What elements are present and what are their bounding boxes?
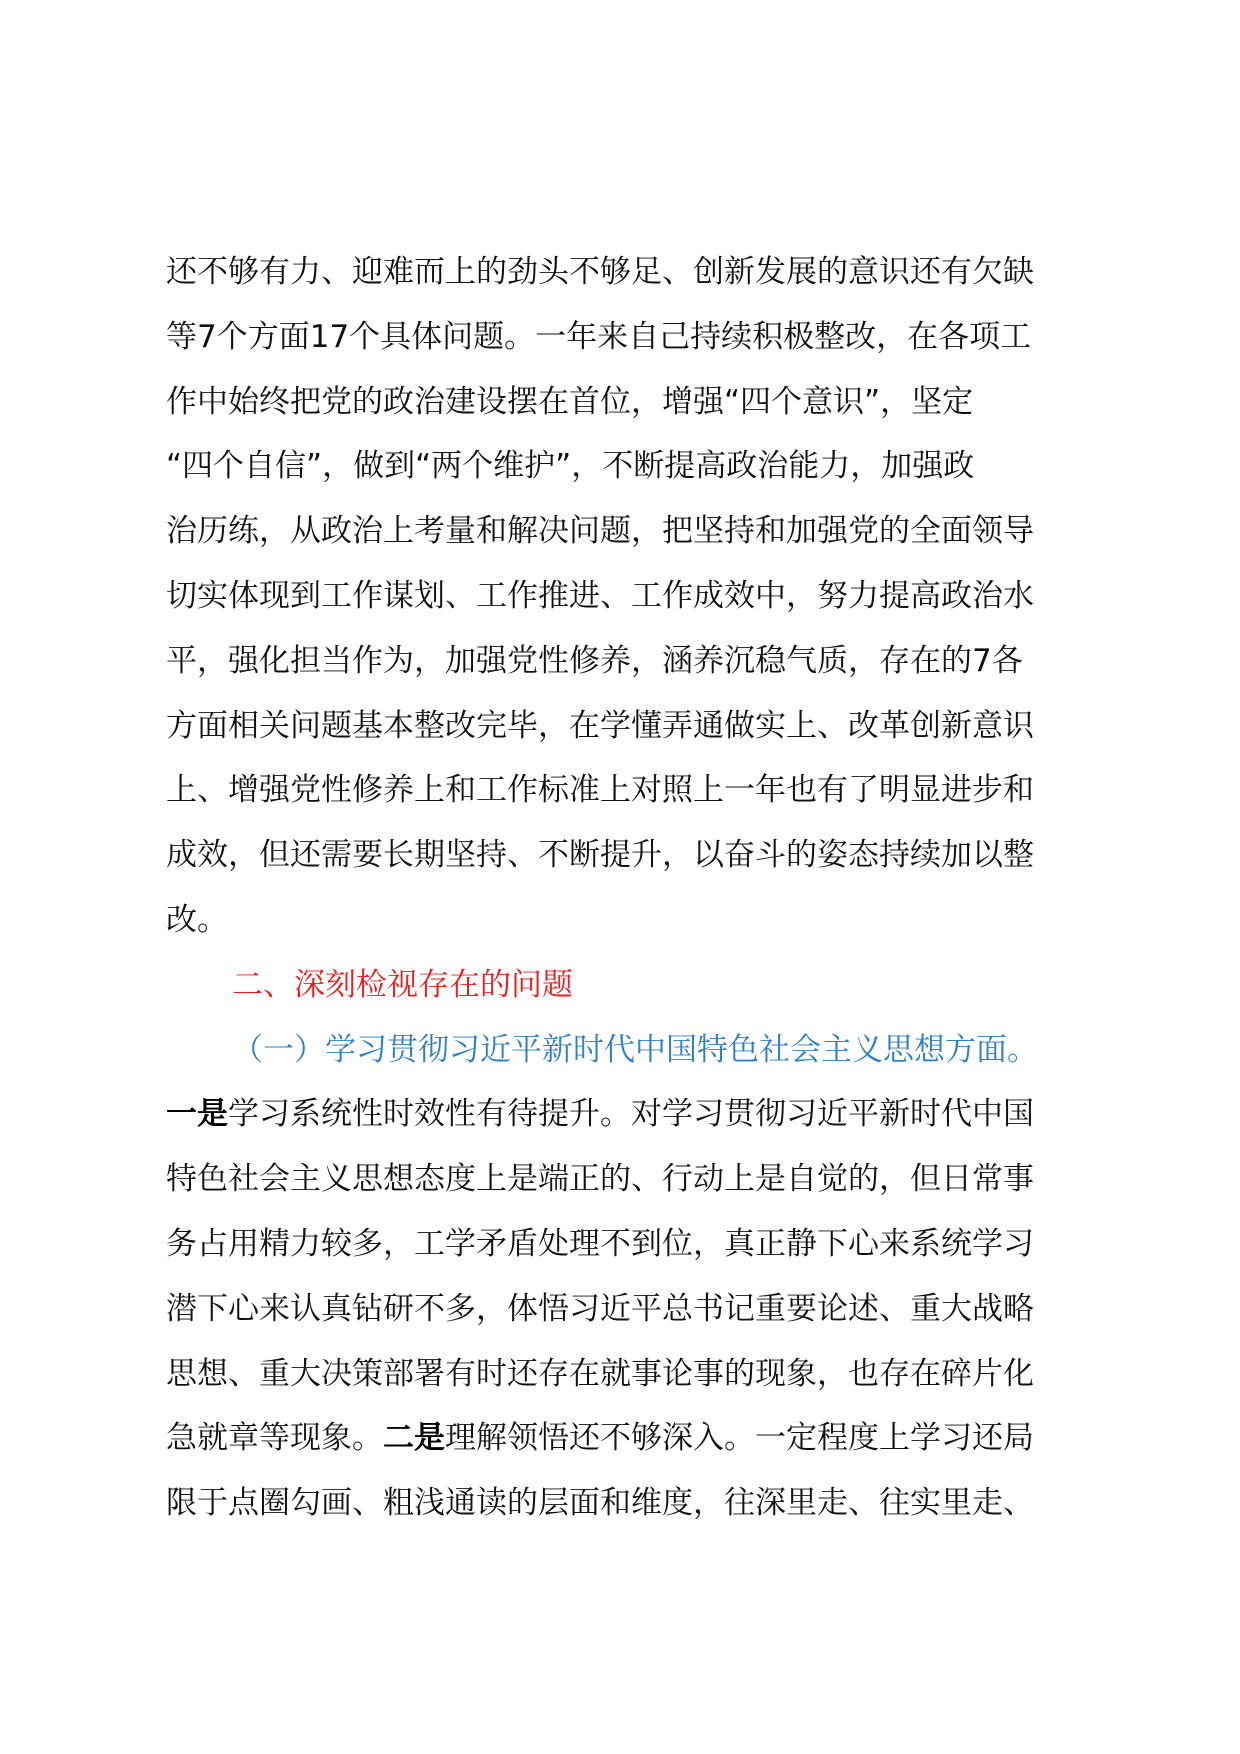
text-line	[166, 1082, 1094, 1147]
text-line: 等7个方面17个具体问题。一年来自己持续积极整改，在各项工	[166, 318, 1032, 355]
text-line: 潜下心来认真钻研不多，体悟习近平总书记重要论述、重大战略	[166, 1290, 1034, 1327]
text-line: 特色社会主义思想态度上是端正的、行动上是自觉的，但日常事	[166, 1161, 1034, 1198]
text-line: 上、增强党性修养上和工作标准上对照上一年也有了明显进步和	[166, 772, 1034, 809]
text-line	[166, 1406, 1094, 1471]
text-line: 方面相关问题基本整改完毕，在学懂弄通做实上、改革创新意识	[166, 707, 1034, 744]
text-line: 改。	[166, 901, 228, 938]
paragraph-rectification-summary	[166, 240, 1094, 953]
text-line: 限于点圈勾画、粗浅通读的层面和维度，往深里走、往实里走、	[166, 1485, 1034, 1522]
text-line: 切实体现到工作谋划、工作推进、工作成效中，努力提高政治水	[166, 577, 1034, 614]
point-label-one: 一是	[166, 1096, 228, 1133]
text-line: 还不够有力、迎难而上的劲头不够足、创新发展的意识还有欠缺	[166, 254, 1034, 290]
subsection-heading: （一）学习贯彻习近平新时代中国特色社会主义思想方面。	[232, 1031, 1038, 1068]
text-segment: 学习系统性时效性有待提升。对学习贯彻习近平新时代中国	[228, 1096, 1034, 1133]
text-line: “四个自信”，做到“两个维护”，不断提高政治能力，加强政	[166, 448, 975, 485]
text-line: 务占用精力较多，工学矛盾处理不到位，真正静下心来系统学习	[166, 1225, 1034, 1262]
text-line: 思想、重大决策部署有时还存在就事论事的现象，也存在碎片化	[166, 1355, 1034, 1392]
document-body	[166, 240, 1094, 1536]
point-label-two: 二是	[383, 1420, 445, 1457]
text-line: 治历练，从政治上考量和解决问题，把坚持和加强党的全面领导	[166, 513, 1034, 550]
text-line: 平，强化担当作为，加强党性修养，涵养沉稳气质，存在的7各	[166, 642, 1023, 679]
section-heading: 二、深刻检视存在的问题	[232, 966, 573, 1003]
text-line: 成效，但还需要长期坚持、不断提升，以奋斗的姿态持续加以整	[166, 837, 1034, 874]
paragraph-study-problems	[166, 1082, 1094, 1536]
text-segment: 理解领悟还不够深入。一定程度上学习还局	[445, 1420, 1034, 1457]
text-segment: 急就章等现象。	[166, 1420, 383, 1457]
text-line: 作中始终把党的政治建设摆在首位，增强“四个意识”，坚定	[166, 383, 974, 420]
